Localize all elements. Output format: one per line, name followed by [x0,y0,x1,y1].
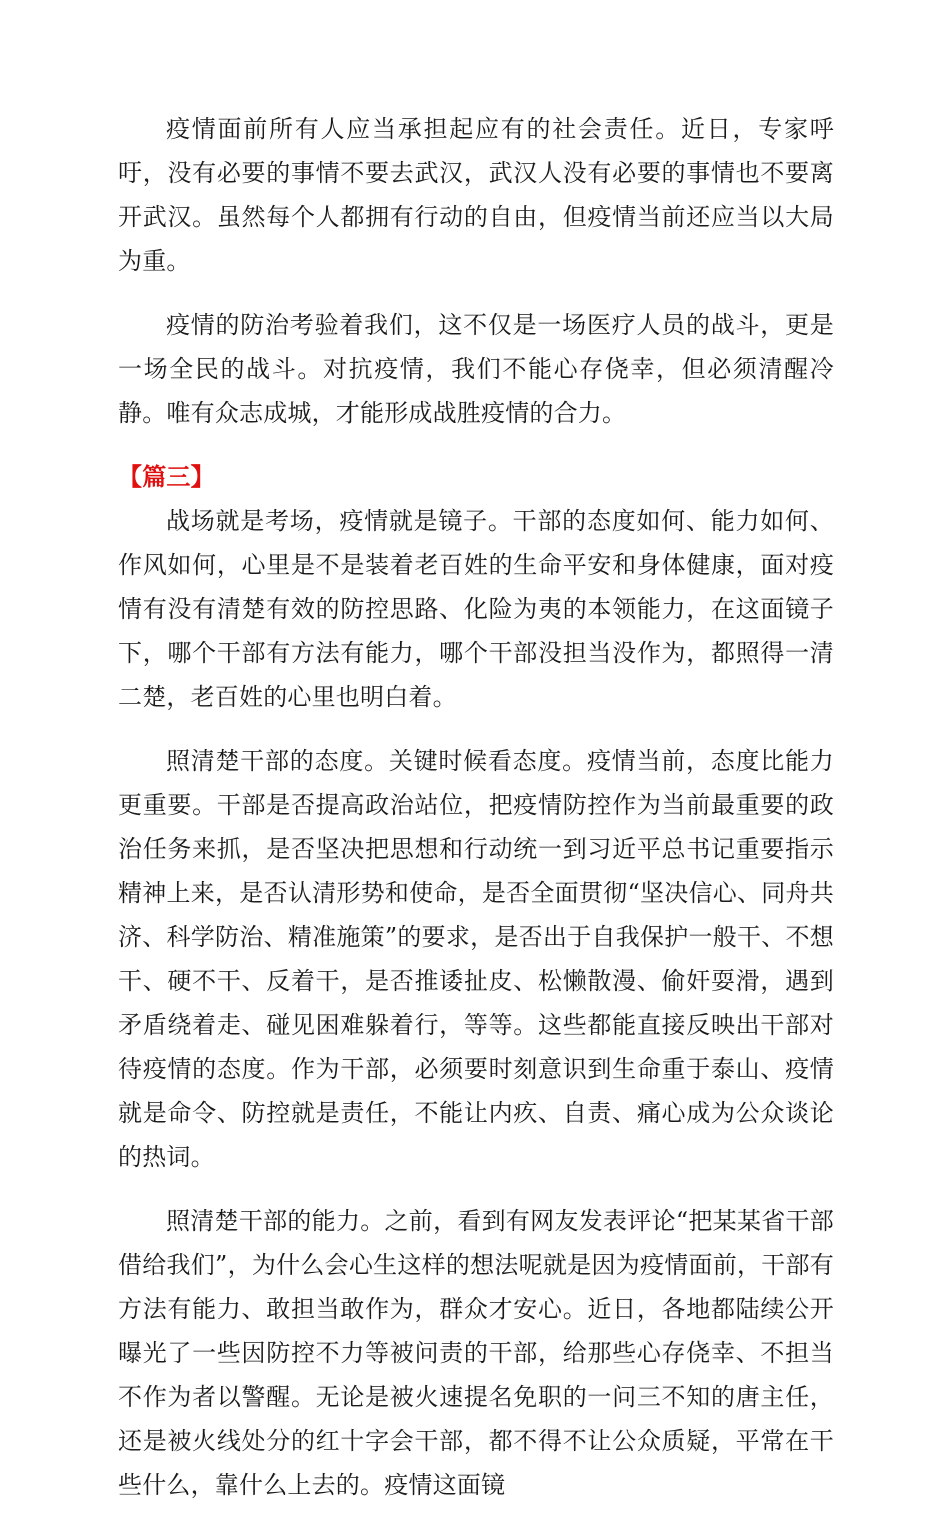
paragraph-1: 疫情面前所有人应当承担起应有的社会责任。近日，专家呼吁，没有必要的事情不要去武汉，武汉人没有必要的事情也不要离开武汉。虽然每个人都拥有行动的自由，但疫情当前还应当以大局为重。 [118,115,834,275]
section-heading: 【篇三】 [118,463,215,491]
paragraph-4: 照清楚干部的态度。关键时候看态度。疫情当前，态度比能力更重要。干部是否提高政治站位，把疫情防控作为当前最重要的政治任务来抓，是否坚决把思想和行动统一到习近平总书记重要指示精神上来，是否认清形势和使命，是否全面贯彻“坚决信心、同舟共济、科学防治、精准施策”的要求，是否出于自我保护一般干、不想干、硬不干、反着干，是否推诿扯皮、松懒散漫、偷奸耍滑，遇到矛盾绕着走、碰见困难躲着行，等等。这些都能直接反映出干部对待疫情的态度。作为干部，必须要时刻意识到生命重于泰山、疫情就是命令、防控就是责任，不能让内疚、自责、痛心成为公众谈论的热词。 [118,747,834,1171]
paragraph-3: 战场就是考场，疫情就是镜子。干部的态度如何、能力如何、作风如何，心里是不是装着老百姓的生命平安和身体健康，面对疫情有没有清楚有效的防控思路、化险为夷的本领能力，在这面镜子下，哪个干部有方法有能力，哪个干部没担当没作为，都照得一清二楚，老百姓的心里也明白着。 [118,507,834,711]
paragraph-2: 疫情的防治考验着我们，这不仅是一场医疗人员的战斗，更是一场全民的战斗。对抗疫情，我们不能心存侥幸，但必须清醒冷静。唯有众志成城，才能形成战胜疫情的合力。 [118,311,834,427]
document-body [118,107,834,1527]
paragraph-5: 照清楚干部的能力。之前，看到有网友发表评论“把某某省干部借给我们”，为什么会心生这样的想法呢就是因为疫情面前，干部有方法有能力、敢担当敢作为，群众才安心。近日，各地都陆续公开曝光了一些因防控不力等被问责的干部，给那些心存侥幸、不担当不作为者以警醒。无论是被火速提名免职的一问三不知的唐主任，还是被火线处分的红十字会干部，都不得不让公众质疑，平常在干些什么，靠什么上去的。疫情这面镜 [118,1207,834,1499]
